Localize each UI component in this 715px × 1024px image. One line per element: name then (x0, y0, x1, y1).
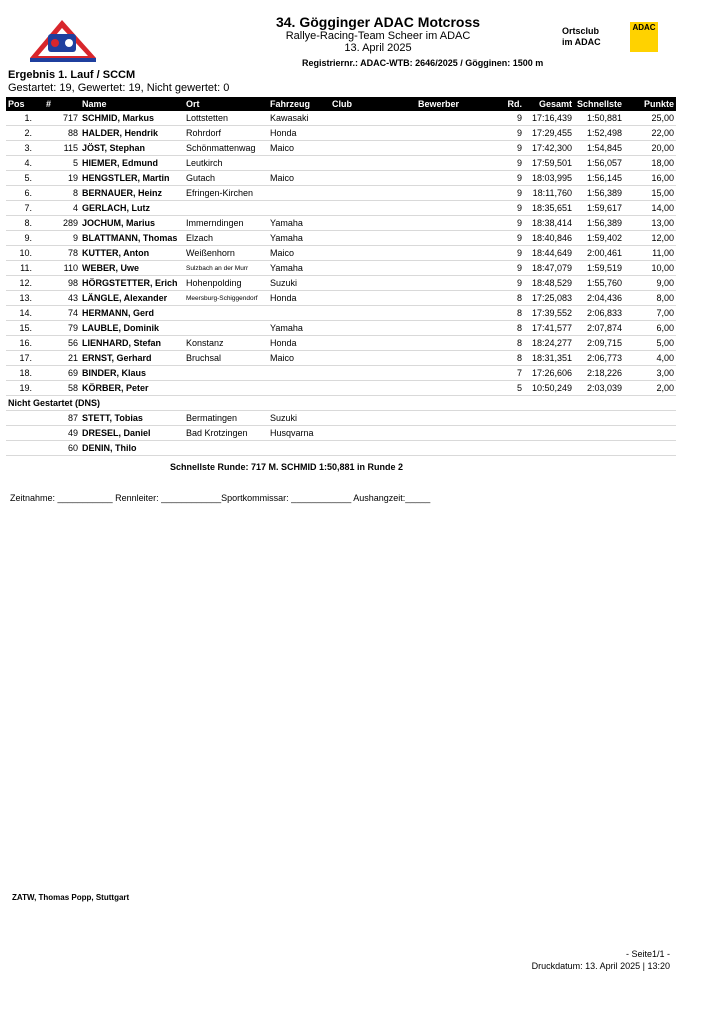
cell-name: JOCHUM, Marius (80, 216, 184, 231)
cell-punkte: 5,00 (624, 336, 676, 351)
cell-empty (6, 411, 36, 426)
cell-ort: Konstanz (184, 336, 268, 351)
cell-fahrzeug: Maico (268, 171, 330, 186)
cell-club (330, 141, 416, 156)
cell-name: HALDER, Hendrik (80, 126, 184, 141)
cell-num: 8 (36, 186, 80, 201)
cell-num: 88 (36, 126, 80, 141)
cell-schnellste: 1:56,057 (574, 156, 624, 171)
print-date: Druckdatum: 13. April 2025 | 13:20 (531, 961, 670, 971)
cell-num: 78 (36, 246, 80, 261)
result-title: Ergebnis 1. Lauf / SCCM (8, 69, 136, 81)
cell-fahrzeug (268, 381, 330, 396)
cell-empty (524, 426, 574, 441)
cell-num: 98 (36, 276, 80, 291)
cell-rd: 8 (498, 336, 524, 351)
cell-ort: Bermatingen (184, 411, 268, 426)
cell-rd: 8 (498, 351, 524, 366)
table-row (6, 231, 676, 246)
cell-punkte: 18,00 (624, 156, 676, 171)
col-pos: Pos (6, 97, 36, 111)
cell-schnellste: 1:56,145 (574, 171, 624, 186)
cell-fahrzeug (268, 201, 330, 216)
cell-fahrzeug (268, 441, 330, 456)
cell-club (330, 321, 416, 336)
cell-rd: 9 (498, 126, 524, 141)
cell-bewerber (416, 261, 498, 276)
cell-club (330, 111, 416, 126)
cell-fahrzeug (268, 156, 330, 171)
cell-name: HÖRGSTETTER, Erich (80, 276, 184, 291)
cell-bewerber (416, 126, 498, 141)
registration-info: Registriernr.: ADAC-WTB: 2646/2025 / Gögginen: 1500 m (302, 58, 544, 68)
cell-empty (416, 411, 498, 426)
club-logo (28, 18, 98, 64)
cell-name: JÖST, Stephan (80, 141, 184, 156)
cell-gesamt: 10:50,249 (524, 381, 574, 396)
cell-ort (184, 201, 268, 216)
cell-punkte: 13,00 (624, 216, 676, 231)
cell-fahrzeug: Suzuki (268, 411, 330, 426)
cell-empty (574, 411, 624, 426)
cell-club (330, 246, 416, 261)
cell-name: BLATTMANN, Thomas (80, 231, 184, 246)
adac-logo-text: ADAC (632, 23, 656, 32)
cell-bewerber (416, 156, 498, 171)
cell-gesamt: 18:47,079 (524, 261, 574, 276)
timing-provider: ZATW, Thomas Popp, Stuttgart (12, 893, 130, 902)
cell-rd: 8 (498, 306, 524, 321)
cell-ort: Weißenhorn (184, 246, 268, 261)
cell-bewerber (416, 291, 498, 306)
cell-schnellste: 2:00,461 (574, 246, 624, 261)
dns-row (6, 426, 676, 441)
cell-fahrzeug: Yamaha (268, 231, 330, 246)
col-num: # (36, 97, 80, 111)
cell-gesamt: 17:59,501 (524, 156, 574, 171)
cell-name: DRESEL, Daniel (80, 426, 184, 441)
col-bewerber: Bewerber (416, 97, 498, 111)
ortsclub-line2: im ADAC (562, 37, 601, 47)
cell-num: 115 (36, 141, 80, 156)
cell-pos: 2. (6, 126, 36, 141)
cell-empty (416, 426, 498, 441)
table-row (6, 291, 676, 306)
cell-name: STETT, Tobias (80, 411, 184, 426)
cell-punkte: 15,00 (624, 186, 676, 201)
cell-ort: Immerndingen (184, 216, 268, 231)
cell-num: 87 (36, 411, 80, 426)
cell-gesamt: 17:25,083 (524, 291, 574, 306)
cell-rd: 9 (498, 156, 524, 171)
cell-num: 4 (36, 201, 80, 216)
fastest-lap: Schnellste Runde: 717 M. SCHMID 1:50,881 in Runde 2 (170, 462, 404, 472)
cell-name: SCHMID, Markus (80, 111, 184, 126)
cell-fahrzeug: Kawasaki (268, 111, 330, 126)
cell-name: GERLACH, Lutz (80, 201, 184, 216)
cell-gesamt: 18:03,995 (524, 171, 574, 186)
cell-ort (184, 321, 268, 336)
cell-bewerber (416, 366, 498, 381)
cell-pos: 14. (6, 306, 36, 321)
results-table (6, 97, 676, 456)
cell-punkte: 16,00 (624, 171, 676, 186)
cell-schnellste: 2:03,039 (574, 381, 624, 396)
cell-bewerber (416, 231, 498, 246)
cell-schnellste: 1:56,389 (574, 186, 624, 201)
table-header (6, 97, 676, 111)
table-row (6, 351, 676, 366)
cell-schnellste: 1:55,760 (574, 276, 624, 291)
cell-fahrzeug: Maico (268, 351, 330, 366)
cell-name: HERMANN, Gerd (80, 306, 184, 321)
cell-rd: 9 (498, 201, 524, 216)
cell-schnellste: 1:52,498 (574, 126, 624, 141)
table-row (6, 261, 676, 276)
cell-ort (184, 381, 268, 396)
cell-name: KÖRBER, Peter (80, 381, 184, 396)
cell-rd: 9 (498, 276, 524, 291)
cell-num: 79 (36, 321, 80, 336)
cell-num: 9 (36, 231, 80, 246)
cell-rd: 9 (498, 246, 524, 261)
cell-club (330, 381, 416, 396)
cell-pos: 3. (6, 141, 36, 156)
cell-punkte: 2,00 (624, 381, 676, 396)
cell-empty (498, 411, 524, 426)
cell-num: 49 (36, 426, 80, 441)
cell-schnellste: 2:06,773 (574, 351, 624, 366)
cell-fahrzeug (268, 306, 330, 321)
cell-club (330, 276, 416, 291)
cell-club (330, 351, 416, 366)
cell-empty (624, 426, 676, 441)
cell-punkte: 20,00 (624, 141, 676, 156)
page-footer (520, 948, 670, 972)
cell-gesamt: 17:41,577 (524, 321, 574, 336)
cell-empty (574, 441, 624, 456)
cell-rd: 5 (498, 381, 524, 396)
cell-rd: 9 (498, 231, 524, 246)
table-row (6, 381, 676, 396)
cell-fahrzeug: Honda (268, 126, 330, 141)
cell-name: HENGSTLER, Martin (80, 171, 184, 186)
cell-fahrzeug: Yamaha (268, 261, 330, 276)
cell-pos: 11. (6, 261, 36, 276)
col-club: Club (330, 97, 416, 111)
cell-ort: Bruchsal (184, 351, 268, 366)
table-row (6, 126, 676, 141)
cell-empty (416, 441, 498, 456)
cell-punkte: 22,00 (624, 126, 676, 141)
cell-schnellste: 2:06,833 (574, 306, 624, 321)
cell-schnellste: 2:09,715 (574, 336, 624, 351)
table-row (6, 201, 676, 216)
cell-gesamt: 17:16,439 (524, 111, 574, 126)
header (180, 14, 576, 54)
cell-ort (184, 366, 268, 381)
cell-ort: Hohenpolding (184, 276, 268, 291)
cell-gesamt: 18:40,846 (524, 231, 574, 246)
cell-name: ERNST, Gerhard (80, 351, 184, 366)
cell-bewerber (416, 171, 498, 186)
cell-rd: 9 (498, 171, 524, 186)
cell-schnellste: 2:04,436 (574, 291, 624, 306)
cell-rd: 9 (498, 141, 524, 156)
col-punkte: Punkte (624, 97, 676, 111)
cell-num: 43 (36, 291, 80, 306)
ortsclub-line1: Ortsclub (562, 26, 600, 36)
cell-schnellste: 1:50,881 (574, 111, 624, 126)
cell-club (330, 336, 416, 351)
cell-num: 58 (36, 381, 80, 396)
cell-ort: Efringen-Kirchen (184, 186, 268, 201)
cell-fahrzeug: Yamaha (268, 321, 330, 336)
event-date: 13. April 2025 (344, 42, 412, 54)
cell-ort: Schönmattenwag (184, 141, 268, 156)
cell-gesamt: 18:31,351 (524, 351, 574, 366)
col-name: Name (80, 97, 184, 111)
cell-punkte: 12,00 (624, 231, 676, 246)
cell-ort (184, 441, 268, 456)
cell-rd: 8 (498, 291, 524, 306)
cell-ort: Gutach (184, 171, 268, 186)
event-subtitle: Rallye-Racing-Team Scheer im ADAC (285, 30, 471, 42)
cell-pos: 13. (6, 291, 36, 306)
start-stats: Gestartet: 19, Gewertet: 19, Nicht gewertet: 0 (8, 82, 230, 94)
dns-section-header (6, 396, 676, 411)
ortsclub-label (562, 26, 601, 48)
cell-num: 74 (36, 306, 80, 321)
cell-empty (624, 411, 676, 426)
cell-rd: 8 (498, 321, 524, 336)
cell-empty (6, 441, 36, 456)
cell-fahrzeug: Honda (268, 291, 330, 306)
cell-club (330, 156, 416, 171)
cell-rd: 9 (498, 111, 524, 126)
cell-bewerber (416, 276, 498, 291)
cell-pos: 18. (6, 366, 36, 381)
dns-row (6, 441, 676, 456)
cell-num: 19 (36, 171, 80, 186)
table-row (6, 306, 676, 321)
table-row (6, 321, 676, 336)
cell-schnellste: 1:59,617 (574, 201, 624, 216)
cell-club (330, 261, 416, 276)
table-row (6, 141, 676, 156)
cell-empty (624, 441, 676, 456)
cell-empty (330, 426, 416, 441)
cell-name: BERNAUER, Heinz (80, 186, 184, 201)
cell-pos: 9. (6, 231, 36, 246)
cell-rd: 9 (498, 261, 524, 276)
cell-num: 289 (36, 216, 80, 231)
cell-fahrzeug: Honda (268, 336, 330, 351)
cell-punkte: 8,00 (624, 291, 676, 306)
cell-fahrzeug: Suzuki (268, 276, 330, 291)
col-schnellste: Schnellste (574, 97, 624, 111)
cell-ort (184, 306, 268, 321)
cell-bewerber (416, 111, 498, 126)
table-row (6, 171, 676, 186)
cell-club (330, 171, 416, 186)
cell-fahrzeug: Maico (268, 246, 330, 261)
cell-club (330, 216, 416, 231)
cell-pos: 15. (6, 321, 36, 336)
cell-pos: 6. (6, 186, 36, 201)
cell-empty (330, 441, 416, 456)
cell-bewerber (416, 201, 498, 216)
cell-name: WEBER, Uwe (80, 261, 184, 276)
cell-gesamt: 18:48,529 (524, 276, 574, 291)
col-fahrzeug: Fahrzeug (268, 97, 330, 111)
col-gesamt: Gesamt (524, 97, 574, 111)
cell-ort: Lottstetten (184, 111, 268, 126)
cell-punkte: 10,00 (624, 261, 676, 276)
cell-club (330, 231, 416, 246)
cell-rd: 9 (498, 186, 524, 201)
cell-empty (524, 441, 574, 456)
col-ort: Ort (184, 97, 268, 111)
cell-club (330, 186, 416, 201)
cell-gesamt: 17:42,300 (524, 141, 574, 156)
cell-rd: 9 (498, 216, 524, 231)
table-row (6, 366, 676, 381)
cell-pos: 1. (6, 111, 36, 126)
dns-title: Nicht Gestartet (DNS) (6, 396, 676, 411)
cell-punkte: 11,00 (624, 246, 676, 261)
adac-logo (630, 22, 658, 52)
cell-punkte: 4,00 (624, 351, 676, 366)
cell-bewerber (416, 246, 498, 261)
table-row (6, 186, 676, 201)
cell-punkte: 25,00 (624, 111, 676, 126)
cell-ort: Leutkirch (184, 156, 268, 171)
cell-num: 69 (36, 366, 80, 381)
cell-schnellste: 1:54,845 (574, 141, 624, 156)
cell-ort: Meersburg-Schiggendorf (184, 291, 268, 306)
cell-name: LAUBLE, Dominik (80, 321, 184, 336)
table-row (6, 216, 676, 231)
cell-bewerber (416, 186, 498, 201)
cell-gesamt: 18:44,649 (524, 246, 574, 261)
cell-club (330, 201, 416, 216)
cell-pos: 17. (6, 351, 36, 366)
table-row (6, 156, 676, 171)
cell-club (330, 366, 416, 381)
cell-club (330, 126, 416, 141)
cell-empty (524, 411, 574, 426)
cell-pos: 16. (6, 336, 36, 351)
cell-name: KUTTER, Anton (80, 246, 184, 261)
cell-fahrzeug (268, 366, 330, 381)
dns-row (6, 411, 676, 426)
cell-name: LIENHARD, Stefan (80, 336, 184, 351)
event-title: 34. Gögginger ADAC Motcross (275, 14, 481, 30)
cell-num: 5 (36, 156, 80, 171)
cell-name: LÄNGLE, Alexander (80, 291, 184, 306)
cell-bewerber (416, 216, 498, 231)
cell-empty (498, 441, 524, 456)
cell-bewerber (416, 381, 498, 396)
cell-empty (330, 411, 416, 426)
table-row (6, 336, 676, 351)
cell-schnellste: 2:07,874 (574, 321, 624, 336)
cell-gesamt: 18:11,760 (524, 186, 574, 201)
col-rd: Rd. (498, 97, 524, 111)
cell-gesamt: 17:26,606 (524, 366, 574, 381)
cell-ort: Elzach (184, 231, 268, 246)
cell-schnellste: 1:56,389 (574, 216, 624, 231)
cell-fahrzeug: Yamaha (268, 216, 330, 231)
cell-name: BINDER, Klaus (80, 366, 184, 381)
cell-bewerber (416, 336, 498, 351)
cell-rd: 7 (498, 366, 524, 381)
cell-pos: 5. (6, 171, 36, 186)
cell-pos: 10. (6, 246, 36, 261)
cell-bewerber (416, 141, 498, 156)
cell-name: DENIN, Thilo (80, 441, 184, 456)
cell-empty (498, 426, 524, 441)
page-number: - Seite1/1 - (625, 949, 670, 959)
table-row (6, 276, 676, 291)
cell-bewerber (416, 306, 498, 321)
cell-ort: Sulzbach an der Murr (184, 261, 268, 276)
cell-gesamt: 17:39,552 (524, 306, 574, 321)
cell-schnellste: 2:18,226 (574, 366, 624, 381)
cell-punkte: 14,00 (624, 201, 676, 216)
cell-punkte: 3,00 (624, 366, 676, 381)
cell-pos: 12. (6, 276, 36, 291)
cell-club (330, 306, 416, 321)
cell-empty (574, 426, 624, 441)
cell-punkte: 9,00 (624, 276, 676, 291)
cell-gesamt: 17:29,455 (524, 126, 574, 141)
cell-schnellste: 1:59,402 (574, 231, 624, 246)
cell-punkte: 7,00 (624, 306, 676, 321)
cell-num: 717 (36, 111, 80, 126)
cell-fahrzeug (268, 186, 330, 201)
cell-num: 110 (36, 261, 80, 276)
cell-gesamt: 18:38,414 (524, 216, 574, 231)
table-row (6, 246, 676, 261)
cell-fahrzeug: Husqvarna (268, 426, 330, 441)
cell-punkte: 6,00 (624, 321, 676, 336)
cell-gesamt: 18:24,277 (524, 336, 574, 351)
cell-bewerber (416, 351, 498, 366)
cell-fahrzeug: Maico (268, 141, 330, 156)
cell-pos: 19. (6, 381, 36, 396)
cell-num: 21 (36, 351, 80, 366)
cell-pos: 8. (6, 216, 36, 231)
cell-num: 56 (36, 336, 80, 351)
cell-club (330, 291, 416, 306)
cell-empty (6, 426, 36, 441)
table-row (6, 111, 676, 126)
cell-gesamt: 18:35,651 (524, 201, 574, 216)
cell-schnellste: 1:59,519 (574, 261, 624, 276)
cell-ort: Rohrdorf (184, 126, 268, 141)
signature-line: Zeitnahme: ___________ Rennleiter: ____________Sportkommissar: ____________ Aushangzeit:_____ (10, 493, 431, 503)
cell-name: HIEMER, Edmund (80, 156, 184, 171)
cell-bewerber (416, 321, 498, 336)
cell-pos: 4. (6, 156, 36, 171)
cell-num: 60 (36, 441, 80, 456)
cell-ort: Bad Krotzingen (184, 426, 268, 441)
cell-pos: 7. (6, 201, 36, 216)
